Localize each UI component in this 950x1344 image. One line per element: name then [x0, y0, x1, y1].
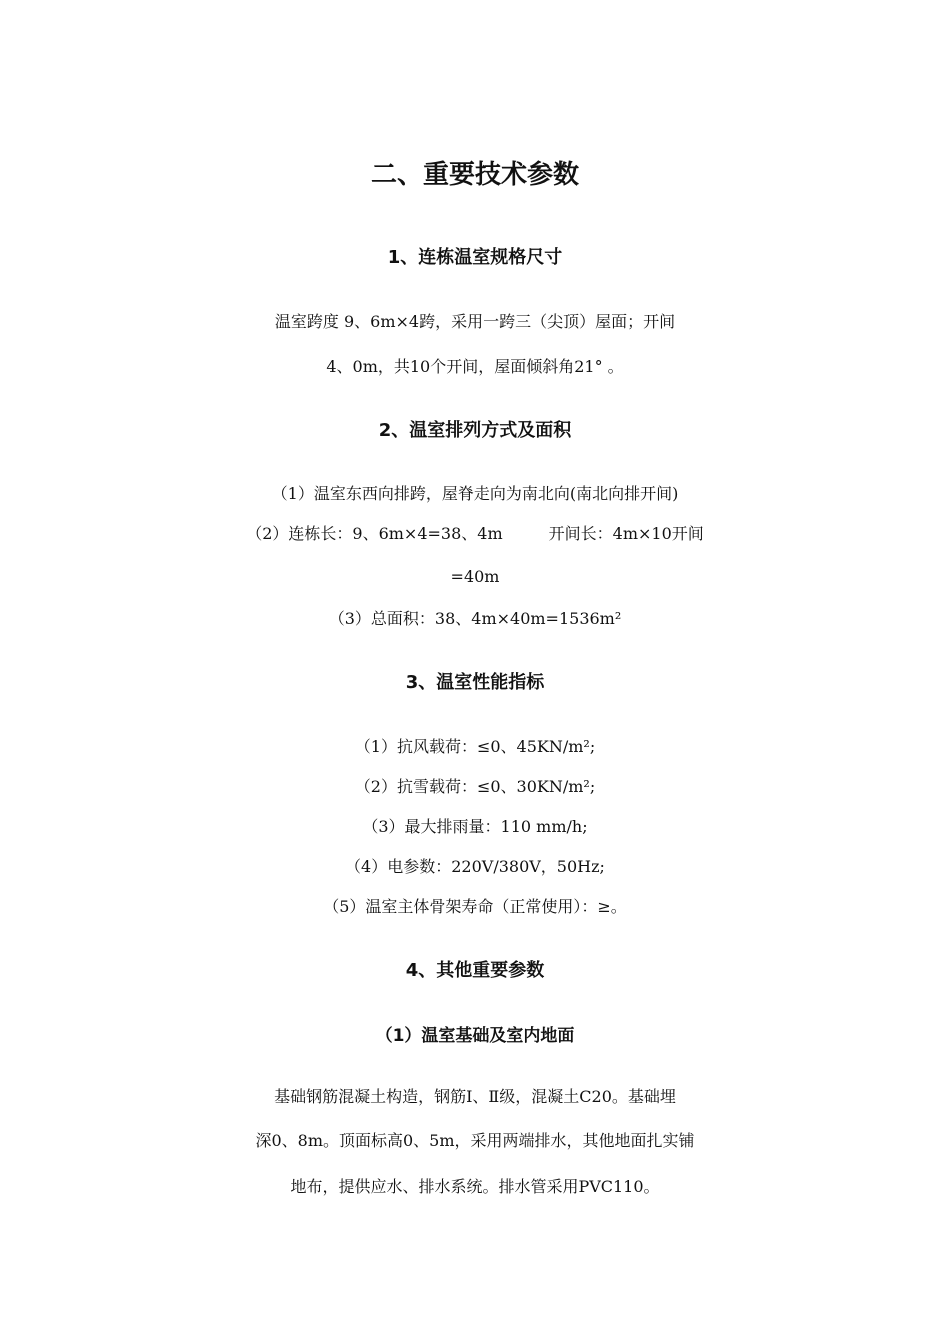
section-3-heading: 3、温室性能指标 — [405, 672, 545, 693]
section-3-line-1: （1）抗风载荷：≤0、45KN/m²; — [354, 737, 596, 756]
section-2-length-text: （2）连栋长：9、6m×4=38、4m — [246, 524, 503, 543]
section-3-line-5: （5）温室主体骨架寿命（正常使用）：≥。 — [323, 897, 627, 916]
section-1-line-1: 温室跨度 9、6m×4跨，采用一跨三（尖顶）屋面；开间 — [274, 312, 676, 331]
section-4-subheading: （1）温室基础及室内地面 — [375, 1026, 575, 1046]
section-2-heading: 2、温室排列方式及面积 — [378, 420, 572, 441]
section-3-line-2: （2）抗雪载荷：≤0、30KN/m²; — [354, 777, 596, 796]
section-1-heading: 1、连栋温室规格尺寸 — [387, 247, 563, 268]
section-1-line-2: 4、0m，共10个开间，屋面倾斜角21° 。 — [326, 357, 624, 376]
section-3-line-3: （3）最大排雨量：110 mm/h; — [362, 817, 588, 836]
section-3-line-4: （4）电参数：220V/380V，50Hz; — [345, 857, 605, 876]
section-2-line-4: （3）总面积：38、4m×40m=1536m² — [328, 609, 622, 628]
section-4-line-3: 地布，提供应水、排水系统。排水管采用PVC110。 — [290, 1177, 660, 1196]
section-4-heading: 4、其他重要参数 — [405, 960, 545, 981]
page-title: 二、重要技术参数 — [370, 160, 579, 190]
section-2-bay-length-text: 开间长：4m×10开间 — [548, 524, 704, 543]
section-2-line-2 — [0, 521, 950, 544]
section-2-line-3: =40m — [450, 567, 500, 586]
section-4-line-1: 基础钢筋混凝土构造，钢筋Ⅰ、Ⅱ级，混凝土C20。基础埋 — [274, 1087, 676, 1106]
section-4-line-2: 深0、8m。顶面标高0、5m，采用两端排水，其他地面扎实铺 — [255, 1131, 695, 1150]
section-2-line-1: （1）温室东西向排跨，屋脊走向为南北向(南北向排开间) — [271, 484, 679, 503]
